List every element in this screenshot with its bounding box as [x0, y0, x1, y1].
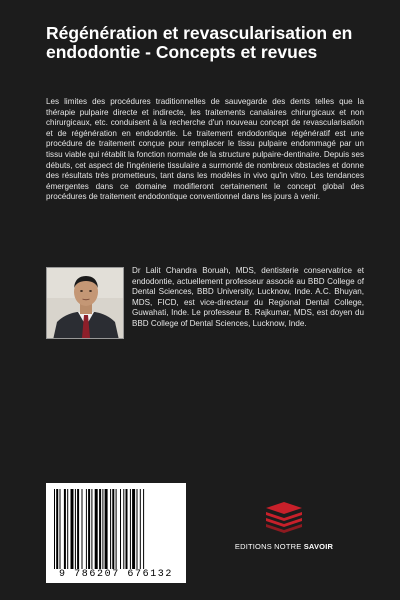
publisher-name-part2: SAVOIR: [303, 542, 334, 551]
author-photo: [46, 267, 124, 339]
barcode-bars: [54, 489, 178, 569]
author-biography: Dr Lalit Chandra Boruah, MDS, dentisterie conservatrice et endodontie, actuellement professeur associé au BBD College of Dental Sciences, BBD University, Lucknow, Inde. A.C. Bhuyan, MDS, FICD, est vice-directeur du Regional Dental College, Guwahati, Inde. Le professeur B. Rajkumar, MDS, est doyen du BBD College of Dental Sciences, Lucknow, Inde.: [132, 266, 364, 328]
publisher-name: [226, 542, 342, 551]
book-summary: Les limites des procédures traditionnelles de sauvegarde des dents telles que la thérapie pulpaire directe et indirecte, les traitements canalaires chirurgicaux et non chirurgicaux, etc. conduisent à la recherche d'un nouveau concept de revascularisation et de régénération en endodontie. Le traitement endodontique régénératif est une procédure de traitement conçue pour remplacer le tissu pulpaire endommagé par un tissu viable qui rétablit la fonction normale de la structure pulpaire-dentinaire. Depuis ses débuts, cet aspect de l'ingénierie tissulaire a surmonté de nombreux obstacles et donne des résultats très prometteurs, tant dans les modèles in vivo qu'in vitro. Les tendances émergentes dans ce domaine modifieront certainement le concept global des procédures de traitement endodontique conventionnel dans les jours à venir.: [46, 97, 364, 202]
book-title: Régénération et revascularisation en endodontie - Concepts et revues: [46, 23, 353, 62]
isbn-barcode: [46, 483, 186, 583]
isbn-number: 9 786207 676132: [58, 569, 173, 580]
publisher-name-part1: EDITIONS NOTRE: [234, 542, 304, 551]
stacked-books-icon: [262, 500, 306, 536]
author-portrait-image: [47, 268, 124, 339]
